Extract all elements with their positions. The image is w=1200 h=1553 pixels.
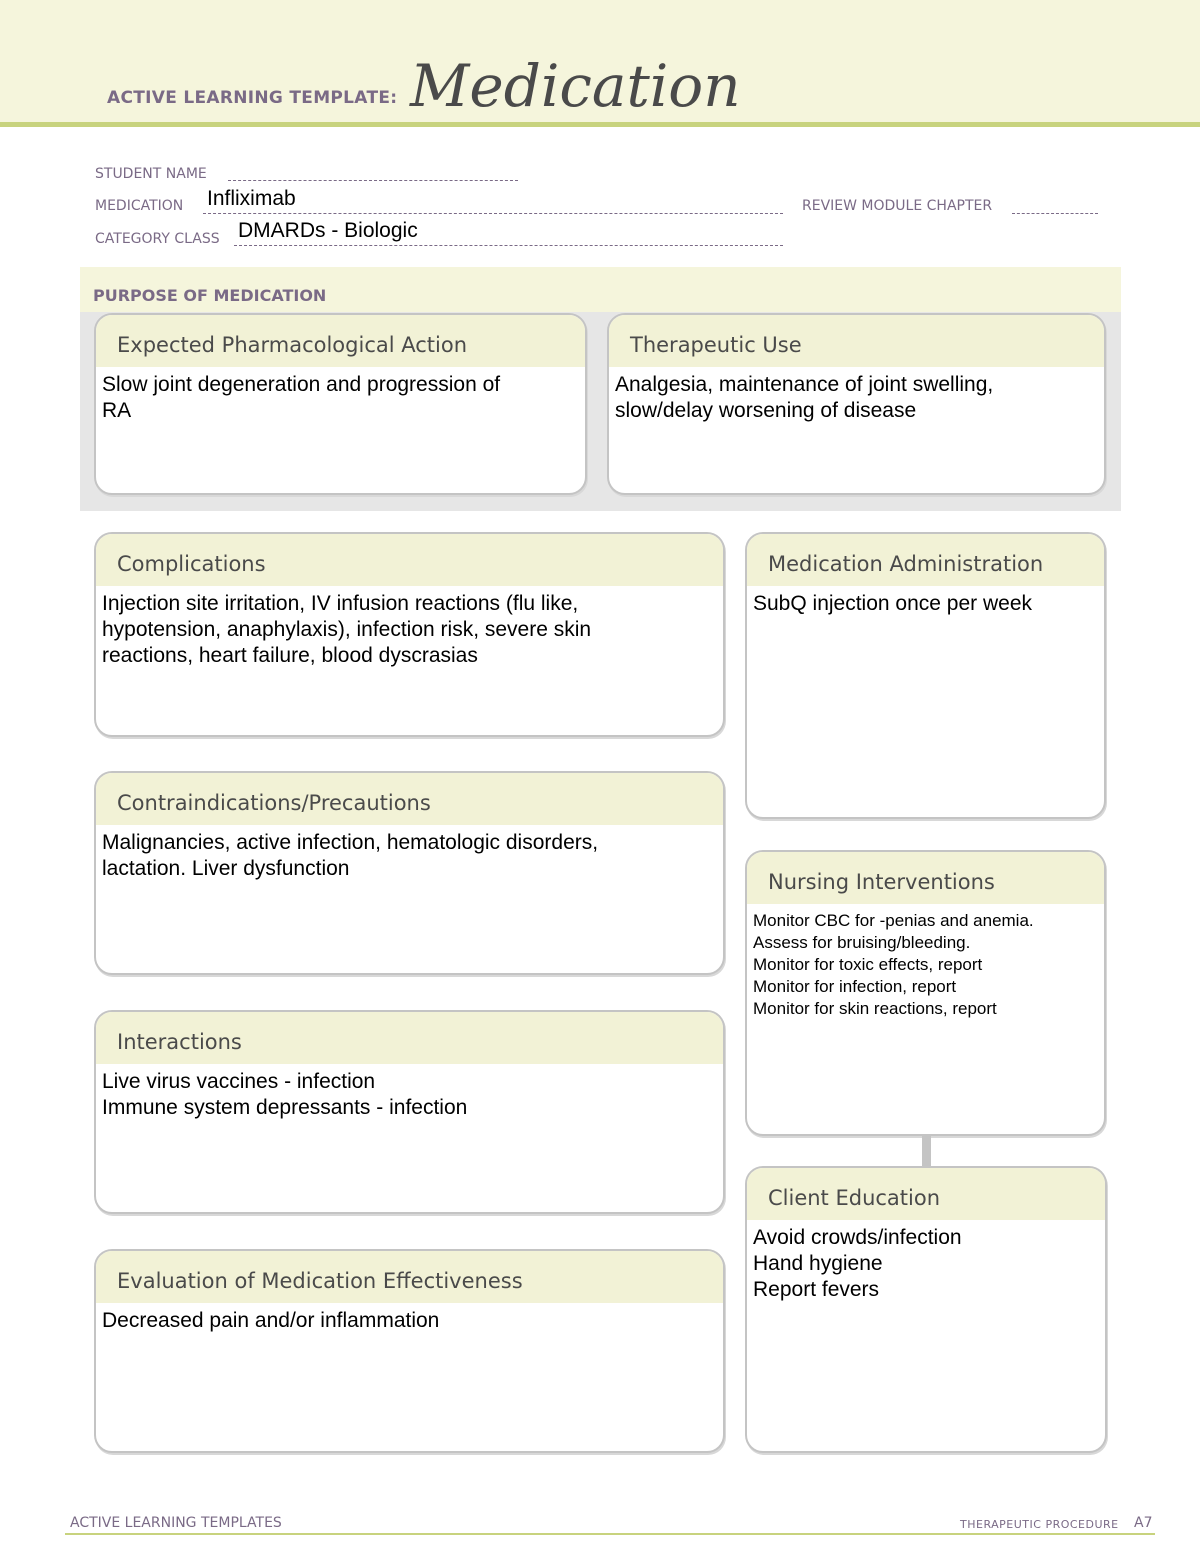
expected-action-card[interactable] [94, 313, 587, 495]
contraindications-card[interactable] [94, 771, 725, 975]
card-text-line: RA [102, 399, 132, 422]
card-text-line: Analgesia, maintenance of joint swelling, [615, 373, 994, 396]
card-text-line: Report fevers [753, 1278, 880, 1301]
footer-label: ACTIVE LEARNING TEMPLATES [70, 1515, 282, 1531]
evaluation-card[interactable] [94, 1249, 725, 1453]
card-text-line: lactation. Liver dysfunction [102, 857, 350, 880]
card-heading: Interactions [96, 1012, 723, 1064]
medication-administration-card[interactable] [745, 532, 1106, 819]
card-text-line: Monitor CBC for -penias and anemia. [753, 911, 1034, 930]
therapeutic-use-card[interactable] [607, 313, 1106, 495]
card-text-line: Assess for bruising/bleeding. [753, 933, 971, 952]
card-body [96, 825, 723, 882]
card-heading: Expected Pharmacological Action [96, 315, 585, 367]
card-text-line: Malignancies, active infection, hematologic disorders, [102, 831, 599, 854]
card-text-line: Hand hygiene [753, 1252, 883, 1275]
medication-field[interactable]: Infliximab [207, 187, 296, 210]
card-text-line: Monitor for toxic effects, report [753, 955, 983, 974]
card-body [747, 904, 1104, 1020]
card-body [747, 1220, 1105, 1303]
header-divider [0, 122, 1200, 127]
card-body [96, 367, 585, 424]
card-text-line: Immune system depressants - infection [102, 1096, 468, 1119]
card-body [96, 1303, 723, 1334]
card-body [609, 367, 1104, 424]
purpose-title: PURPOSE OF MEDICATION [93, 286, 327, 305]
review-module-label: REVIEW MODULE CHAPTER [802, 198, 993, 214]
card-heading: Contraindications/Precautions [96, 773, 723, 825]
card-heading: Medication Administration [747, 534, 1104, 586]
interactions-card[interactable] [94, 1010, 725, 1214]
category-class-line [234, 245, 783, 246]
card-heading: Complications [96, 534, 723, 586]
category-class-field[interactable]: DMARDs - Biologic [238, 219, 418, 242]
card-heading: Evaluation of Medication Effectiveness [96, 1251, 723, 1303]
review-module-line [1012, 213, 1098, 214]
page-number: A7 [1134, 1515, 1153, 1531]
medication-line [203, 213, 783, 214]
card-text-line: hypotension, anaphylaxis), infection risk, severe skin [102, 618, 592, 641]
card-text-line: Avoid crowds/infection [753, 1226, 962, 1249]
student-name-line [228, 180, 518, 181]
card-text-line: reactions, heart failure, blood dyscrasias [102, 644, 478, 667]
card-body [96, 1064, 723, 1121]
footer-divider [65, 1533, 1155, 1535]
template-label: ACTIVE LEARNING TEMPLATE: [107, 88, 398, 108]
card-connector [922, 1135, 931, 1166]
card-heading: Therapeutic Use [609, 315, 1104, 367]
footer-section-label: THERAPEUTIC PROCEDURE [960, 1518, 1119, 1531]
card-text-line: Injection site irritation, IV infusion reactions (flu like, [102, 592, 579, 615]
category-class-label: CATEGORY CLASS [95, 231, 220, 247]
nursing-interventions-card[interactable] [745, 850, 1106, 1136]
card-text-line: SubQ injection once per week [753, 592, 1032, 615]
card-body [747, 586, 1104, 617]
card-heading: Nursing Interventions [747, 852, 1104, 904]
medication-label: MEDICATION [95, 198, 184, 214]
card-heading: Client Education [747, 1168, 1105, 1220]
card-text-line: slow/delay worsening of disease [615, 399, 917, 422]
card-text-line: Decreased pain and/or inflammation [102, 1309, 440, 1332]
card-text-line: Monitor for skin reactions, report [753, 999, 997, 1018]
client-education-card[interactable] [745, 1166, 1107, 1453]
student-name-label: STUDENT NAME [95, 166, 207, 182]
card-text-line: Live virus vaccines - infection [102, 1070, 376, 1093]
complications-card[interactable] [94, 532, 725, 737]
card-text-line: Monitor for infection, report [753, 977, 957, 996]
card-text-line: Slow joint degeneration and progression of [102, 373, 501, 396]
card-body [96, 586, 723, 669]
page-title: Medication [410, 52, 741, 120]
